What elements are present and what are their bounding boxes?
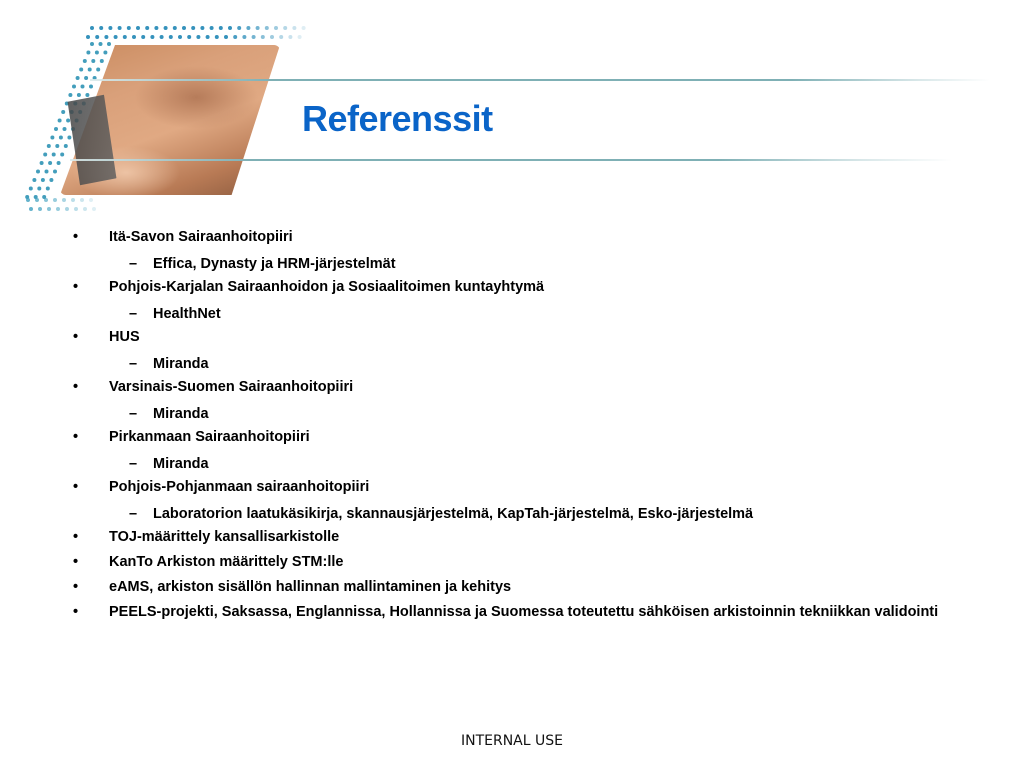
bullet-text: Laboratorion laatukäsikirja, skannausjärjestelmä, KapTah-järjestelmä, Esko-järjestelmä (153, 506, 754, 522)
dash-marker: – (129, 406, 138, 422)
bullet-text: HUS (109, 329, 140, 345)
bullet-item (70, 229, 970, 246)
sub-bullet-item (70, 256, 970, 273)
bullet-text: Pohjois-Pohjanmaan sairaanhoitopiiri (109, 479, 370, 495)
dash-marker: – (129, 456, 138, 472)
bullet-item (70, 579, 970, 596)
title-rule-top (90, 79, 990, 81)
bullet-item (70, 604, 970, 621)
dash-marker: – (129, 306, 138, 322)
bullet-marker: • (73, 529, 79, 545)
sub-bullet-item (70, 306, 970, 323)
bullet-text: Pirkanmaan Sairaanhoitopiiri (109, 429, 310, 445)
dash-marker: – (129, 256, 138, 272)
bullet-item (70, 479, 970, 496)
sub-bullet-item (70, 356, 970, 373)
bullet-item (70, 329, 970, 346)
bullet-marker: • (73, 579, 79, 595)
sub-bullet-item (70, 506, 970, 523)
bullet-list (70, 229, 970, 621)
bullet-text: Itä-Savon Sairaanhoitopiiri (109, 229, 293, 245)
bullet-item (70, 379, 970, 396)
bullet-marker: • (73, 329, 79, 345)
bullet-marker: • (73, 429, 79, 445)
bullet-text: Effica, Dynasty ja HRM-järjestelmät (153, 256, 396, 272)
sub-bullet-item (70, 456, 970, 473)
bullet-text: Pohjois-Karjalan Sairaanhoidon ja Sosiaalitoimen kuntayhtymä (109, 279, 545, 295)
bullet-text: TOJ-määrittely kansallisarkistolle (109, 529, 340, 545)
bullet-item (70, 554, 970, 571)
bullet-text: Miranda (153, 456, 209, 472)
bullet-text: Miranda (153, 356, 209, 372)
bullet-text: eAMS, arkiston sisällön hallinnan mallintaminen ja kehitys (109, 579, 512, 595)
bullet-item (70, 429, 970, 446)
bullet-marker: • (73, 554, 79, 570)
sub-bullet-item (70, 406, 970, 423)
bullet-marker: • (73, 379, 79, 395)
title-rule-bottom (70, 159, 970, 161)
slide-title: Referenssit (302, 98, 493, 139)
bullet-text: KanTo Arkiston määrittely STM:lle (109, 554, 344, 570)
dash-marker: – (129, 506, 138, 522)
bullet-item (70, 529, 970, 546)
bullet-text: Miranda (153, 406, 209, 422)
bullet-marker: • (73, 229, 79, 245)
bullet-marker: • (73, 279, 79, 295)
dash-marker: – (129, 356, 138, 372)
footer-label: INTERNAL USE (460, 733, 563, 749)
bullet-marker: • (73, 479, 79, 495)
bullet-text: Varsinais-Suomen Sairaanhoitopiiri (109, 379, 354, 395)
bullet-text: PEELS-projekti, Saksassa, Englannissa, Hollannissa ja Suomessa toteutettu sähköisen arkistoinnin tekniikkan validointi (109, 604, 939, 620)
bullet-item (70, 279, 970, 296)
bullet-text: HealthNet (153, 306, 221, 322)
bullet-marker: • (73, 604, 79, 620)
